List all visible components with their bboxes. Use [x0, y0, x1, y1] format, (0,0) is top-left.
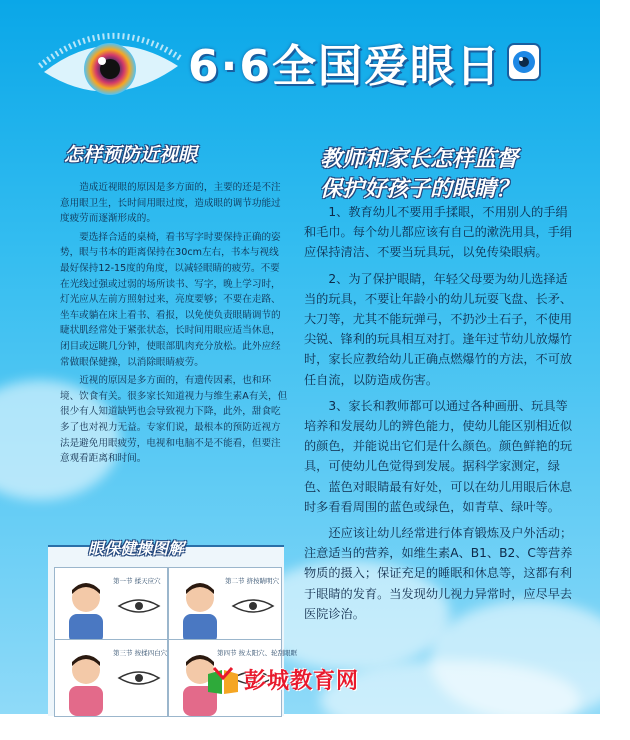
panel-label: 第四节 按太阳穴、轮刮眼眶 [217, 649, 298, 657]
exercise-panel [54, 567, 168, 645]
exercise-panel [54, 639, 168, 717]
right-heading-line: 保护好孩子的眼睛？ [320, 177, 519, 202]
person-illustration [61, 648, 111, 716]
eye-closeup-icon [117, 668, 161, 688]
eye-icon [506, 42, 542, 82]
eye-closeup-icon [117, 596, 161, 616]
eye-closeup-icon [231, 596, 275, 616]
exercise-panel [168, 567, 282, 645]
left-paragraph: 造成近视眼的原因是多方面的，主要的还是不注意用眼卫生，长时间用眼过度，造成眼的调节功能过度疲劳而逐渐形成的。 [60, 182, 281, 225]
right-heading-line: 教师和家长怎样监督 [320, 147, 519, 172]
right-section-body [304, 202, 574, 630]
right-paragraph: 3、家长和教师都可以通过各种画册、玩具等培养和发展幼儿的辨色能力，使幼儿能区别相近似的颜色，并能说出它们是什么颜色。颜色鲜艳的玩具，可使幼儿色觉得到发展。据科学家测定，绿色、蓝色对眼睛最有好处，可以在幼儿用眼后休息时多看看周围的蓝色或绿色，如青草、绿叶等。 [304, 398, 573, 514]
person-illustration [175, 578, 225, 644]
right-section-heading [320, 145, 590, 205]
panel-label: 第一节 揉天应穴 [113, 577, 161, 585]
right-paragraph: 1、教育幼儿不要用手揉眼，不用别人的手绢和毛巾。每个幼儿都应该有自己的漱洗用具，手绢应保持清洁、不要当玩具玩，以免传染眼病。 [304, 205, 573, 260]
watermark-text: 彭城教育网 [244, 669, 360, 694]
left-paragraph: 要选择合适的桌椅，看书写字时要保持正确的姿势，眼与书本的距离保持在30cm左右，书本与视线最好保持12-15度的角度，以减轻眼睛的疲劳。不要在光线过强或过弱的场所读书、写字，晚上学习时，灯光应从左前方照射过来，亮度要够；不要在走路、坐车或躺在床上看书、看报，以免使负责眼睛调节的睫状肌经常处于紧张状态，长时间用眼应适当休息，闭目或远眺几分钟，使眼部肌肉充分放松。此外应经常做眼保健操，以消除眼睛疲劳。 [60, 231, 281, 368]
right-paragraph: 2、为了保护眼睛，年轻父母要为幼儿选择适当的玩具，不要让年龄小的幼儿玩耍飞盘、长矛、大刀等，尤其不能玩弹弓，不扔沙土石子，不使用尖锐、锋利的玩具相互对打。逢年过节幼儿放爆竹时，家长应教给幼儿正确点燃爆竹的方法，不可放任自流，以防造成伤害。 [304, 271, 573, 387]
right-paragraph: 还应该让幼儿经常进行体育锻炼及户外活动；注意适当的营养，如维生素A、B1、B2、C等营养物质的摄入；保证充足的睡眠和休息等，这都有利于眼睛的发育。当发现幼儿视力异常时，应尽早去医院诊治。 [304, 526, 573, 621]
book-logo-icon [206, 666, 240, 696]
page-title: 6·6全国爱眼日 [188, 41, 502, 92]
left-section-body [60, 180, 288, 470]
person-illustration [61, 578, 111, 644]
exercise-title: 眼保健操图解 [88, 539, 185, 558]
eye-illustration [38, 14, 183, 119]
panel-label: 第三节 按揉四白穴 [113, 649, 168, 657]
panel-label: 第二节 挤按睛明穴 [225, 577, 280, 585]
left-paragraph: 近视的原因是多方面的，有遗传因素，也和环境、饮食有关。很多家长知道视力与维生素A有关，但很少有人知道缺钙也会导致视力下降，此外，甜食吃多了也对视力无益。专家们说，最根本的预防近视方法是避免用眼疲劳，电视和电脑不是不能看，但要注意观看距离和时间。 [60, 375, 288, 465]
left-section-heading: 怎样预防近视眼 [64, 144, 198, 166]
